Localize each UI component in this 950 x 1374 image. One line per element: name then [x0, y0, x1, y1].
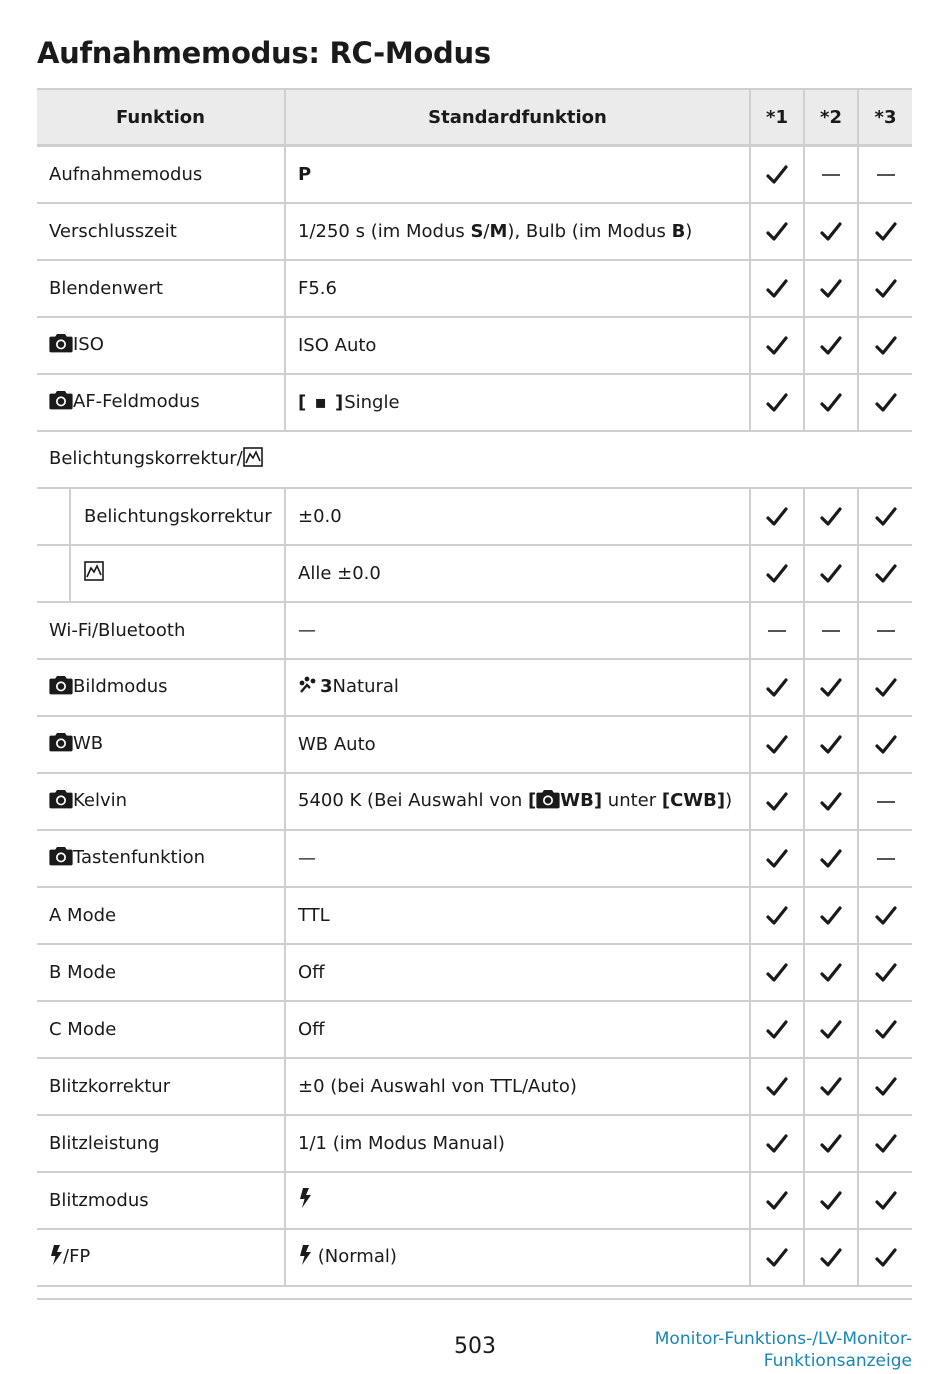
- check-icon: [750, 716, 804, 773]
- table-row: [37, 1058, 912, 1115]
- row-value: Off: [285, 944, 750, 1001]
- table-row: [37, 944, 912, 1001]
- section-link-line-1[interactable]: Monitor-Funktions-/LV-Monitor-: [654, 1329, 912, 1349]
- check-icon: [750, 1172, 804, 1229]
- check-icon: [804, 773, 858, 830]
- row-label: C Mode: [37, 1001, 285, 1058]
- row-label: Verschlusszeit: [37, 203, 285, 260]
- value-text: ), Bulb (im Modus: [507, 221, 672, 242]
- check-icon: [750, 203, 804, 260]
- header-col-2: *2: [804, 89, 858, 146]
- table-row: [37, 146, 912, 204]
- check-icon: [804, 203, 858, 260]
- check-icon: [750, 1115, 804, 1172]
- flash-icon: [298, 1245, 312, 1270]
- row-label: Wi-Fi/Bluetooth: [37, 602, 285, 659]
- row-label: [37, 488, 285, 545]
- row-label: A Mode: [37, 887, 285, 944]
- dash-icon: [858, 146, 912, 204]
- table-row: [37, 260, 912, 317]
- dash-icon: [858, 602, 912, 659]
- value-text: 5400 K (Bei Auswahl von: [298, 790, 529, 811]
- table-row: [37, 887, 912, 944]
- header-col-1: *1: [750, 89, 804, 146]
- row-value: ±0.0: [285, 488, 750, 545]
- check-icon: [858, 545, 912, 602]
- table-row: [37, 659, 912, 716]
- table-row: [37, 488, 912, 545]
- check-icon: [858, 374, 912, 431]
- row-value: [285, 374, 750, 431]
- dash-icon: [804, 602, 858, 659]
- header-col-3: *3: [858, 89, 912, 146]
- table-row: [37, 1229, 912, 1286]
- label-text: ISO: [73, 334, 104, 355]
- camera-icon: [49, 732, 73, 757]
- camera-icon: [49, 789, 73, 814]
- row-label: [37, 374, 285, 431]
- histogram-icon: [84, 561, 104, 586]
- check-icon: [804, 944, 858, 1001]
- check-icon: [750, 944, 804, 1001]
- page-title: Aufnahmemodus: RC-Modus: [37, 36, 491, 70]
- row-label: Blitzleistung: [37, 1115, 285, 1172]
- check-icon: [804, 1001, 858, 1058]
- section-link[interactable]: [612, 1328, 912, 1372]
- check-icon: [858, 260, 912, 317]
- check-icon: [804, 1058, 858, 1115]
- row-value: —: [285, 602, 750, 659]
- histogram-icon: [243, 447, 263, 472]
- dash-icon: [858, 830, 912, 887]
- row-value: Off: [285, 1001, 750, 1058]
- page-number: 503: [454, 1334, 496, 1359]
- table-row: [37, 773, 912, 830]
- table-row: [37, 602, 912, 659]
- footer-divider: [37, 1298, 912, 1300]
- label-text: WB: [73, 733, 104, 754]
- row-label: [37, 773, 285, 830]
- settings-table: [37, 88, 912, 1287]
- camera-icon: [536, 789, 560, 814]
- check-icon: [804, 659, 858, 716]
- check-icon: [804, 260, 858, 317]
- check-icon: [858, 944, 912, 1001]
- label-text: Kelvin: [73, 790, 128, 811]
- value-text: Natural: [332, 676, 399, 697]
- row-value: WB Auto: [285, 716, 750, 773]
- row-value: 1/1 (im Modus Manual): [285, 1115, 750, 1172]
- table-header-row: [37, 89, 912, 146]
- dash-icon: [858, 773, 912, 830]
- table-row: [37, 716, 912, 773]
- label-text: Bildmodus: [73, 676, 168, 697]
- row-value: [285, 773, 750, 830]
- table-row: [37, 830, 912, 887]
- check-icon: [804, 317, 858, 374]
- check-icon: [804, 887, 858, 944]
- camera-icon: [49, 390, 73, 415]
- value-text: ): [725, 790, 733, 811]
- dash-icon: [804, 146, 858, 204]
- table-row: [37, 374, 912, 431]
- row-label: Blendenwert: [37, 260, 285, 317]
- row-value: [285, 659, 750, 716]
- row-value: —: [285, 830, 750, 887]
- value-text: 1/250 s (im Modus: [298, 221, 471, 242]
- row-value: [285, 146, 750, 204]
- row-label: [37, 431, 912, 488]
- mode-m: M: [489, 221, 508, 242]
- check-icon: [750, 1001, 804, 1058]
- mode-p: P: [298, 164, 312, 185]
- check-icon: [858, 1001, 912, 1058]
- check-icon: [750, 659, 804, 716]
- row-label: Aufnahmemodus: [37, 146, 285, 204]
- table-row: [37, 1001, 912, 1058]
- value-text: /: [483, 221, 490, 242]
- flash-icon: [298, 1188, 312, 1213]
- header-function: Funktion: [37, 89, 285, 146]
- table-row: [37, 1172, 912, 1229]
- check-icon: [750, 488, 804, 545]
- value-bold: [: [528, 790, 537, 811]
- row-value: Alle ±0.0: [285, 545, 750, 602]
- label-text: /FP: [63, 1246, 91, 1267]
- flash-icon: [49, 1245, 63, 1270]
- check-icon: [750, 317, 804, 374]
- label-text: Belichtungskorrektur: [84, 506, 272, 527]
- row-value: [285, 1229, 750, 1286]
- row-label: Blitzmodus: [37, 1172, 285, 1229]
- mode-b: B: [671, 221, 686, 242]
- row-label: [37, 545, 285, 602]
- check-icon: [804, 716, 858, 773]
- check-icon: [858, 488, 912, 545]
- camera-icon: [49, 675, 73, 700]
- check-icon: [750, 887, 804, 944]
- check-icon: [804, 830, 858, 887]
- row-value: ISO Auto: [285, 317, 750, 374]
- check-icon: [804, 488, 858, 545]
- check-icon: [750, 260, 804, 317]
- table-row: [37, 1115, 912, 1172]
- check-icon: [804, 1172, 858, 1229]
- check-icon: [750, 1058, 804, 1115]
- mode-s: S: [470, 221, 484, 242]
- check-icon: [858, 317, 912, 374]
- check-icon: [858, 1229, 912, 1286]
- section-link-line-2[interactable]: Funktionsanzeige: [763, 1351, 912, 1371]
- table-row-group: [37, 431, 912, 488]
- check-icon: [750, 1229, 804, 1286]
- check-icon: [858, 716, 912, 773]
- table-row: [37, 317, 912, 374]
- label-text: Belichtungskorrektur/: [49, 448, 243, 469]
- check-icon: [804, 1229, 858, 1286]
- check-icon: [804, 1115, 858, 1172]
- table-row: [37, 545, 912, 602]
- picture-mode-number: 3: [320, 676, 333, 697]
- row-label: [37, 830, 285, 887]
- row-value: [285, 203, 750, 260]
- check-icon: [858, 1115, 912, 1172]
- picture-mode-icon: [298, 675, 320, 700]
- check-icon: [858, 1172, 912, 1229]
- value-text: ): [685, 221, 693, 242]
- check-icon: [750, 146, 804, 204]
- label-text: AF-Feldmodus: [73, 391, 200, 412]
- check-icon: [750, 830, 804, 887]
- header-default: Standardfunktion: [285, 89, 750, 146]
- check-icon: [858, 1058, 912, 1115]
- row-label: [37, 317, 285, 374]
- af-single-target-icon: [ ▪ ]: [298, 392, 345, 413]
- camera-icon: [49, 333, 73, 358]
- row-label: [37, 716, 285, 773]
- check-icon: [750, 545, 804, 602]
- label-text: Tastenfunktion: [73, 847, 206, 868]
- dash-icon: [750, 602, 804, 659]
- value-text: Single: [344, 392, 400, 413]
- value-bold: [CWB]: [661, 790, 726, 811]
- check-icon: [858, 887, 912, 944]
- row-label: B Mode: [37, 944, 285, 1001]
- value-text: (Normal): [312, 1246, 397, 1267]
- value-text: unter: [602, 790, 662, 811]
- check-icon: [804, 545, 858, 602]
- table-row: [37, 203, 912, 260]
- row-label: Blitzkorrektur: [37, 1058, 285, 1115]
- row-value: ±0 (bei Auswahl von TTL/Auto): [285, 1058, 750, 1115]
- check-icon: [804, 374, 858, 431]
- row-label: [37, 659, 285, 716]
- check-icon: [750, 773, 804, 830]
- camera-icon: [49, 846, 73, 871]
- value-bold: WB]: [560, 790, 603, 811]
- check-icon: [750, 374, 804, 431]
- row-label: [37, 1229, 285, 1286]
- check-icon: [858, 203, 912, 260]
- row-value: F5.6: [285, 260, 750, 317]
- check-icon: [858, 659, 912, 716]
- row-value: [285, 1172, 750, 1229]
- row-value: TTL: [285, 887, 750, 944]
